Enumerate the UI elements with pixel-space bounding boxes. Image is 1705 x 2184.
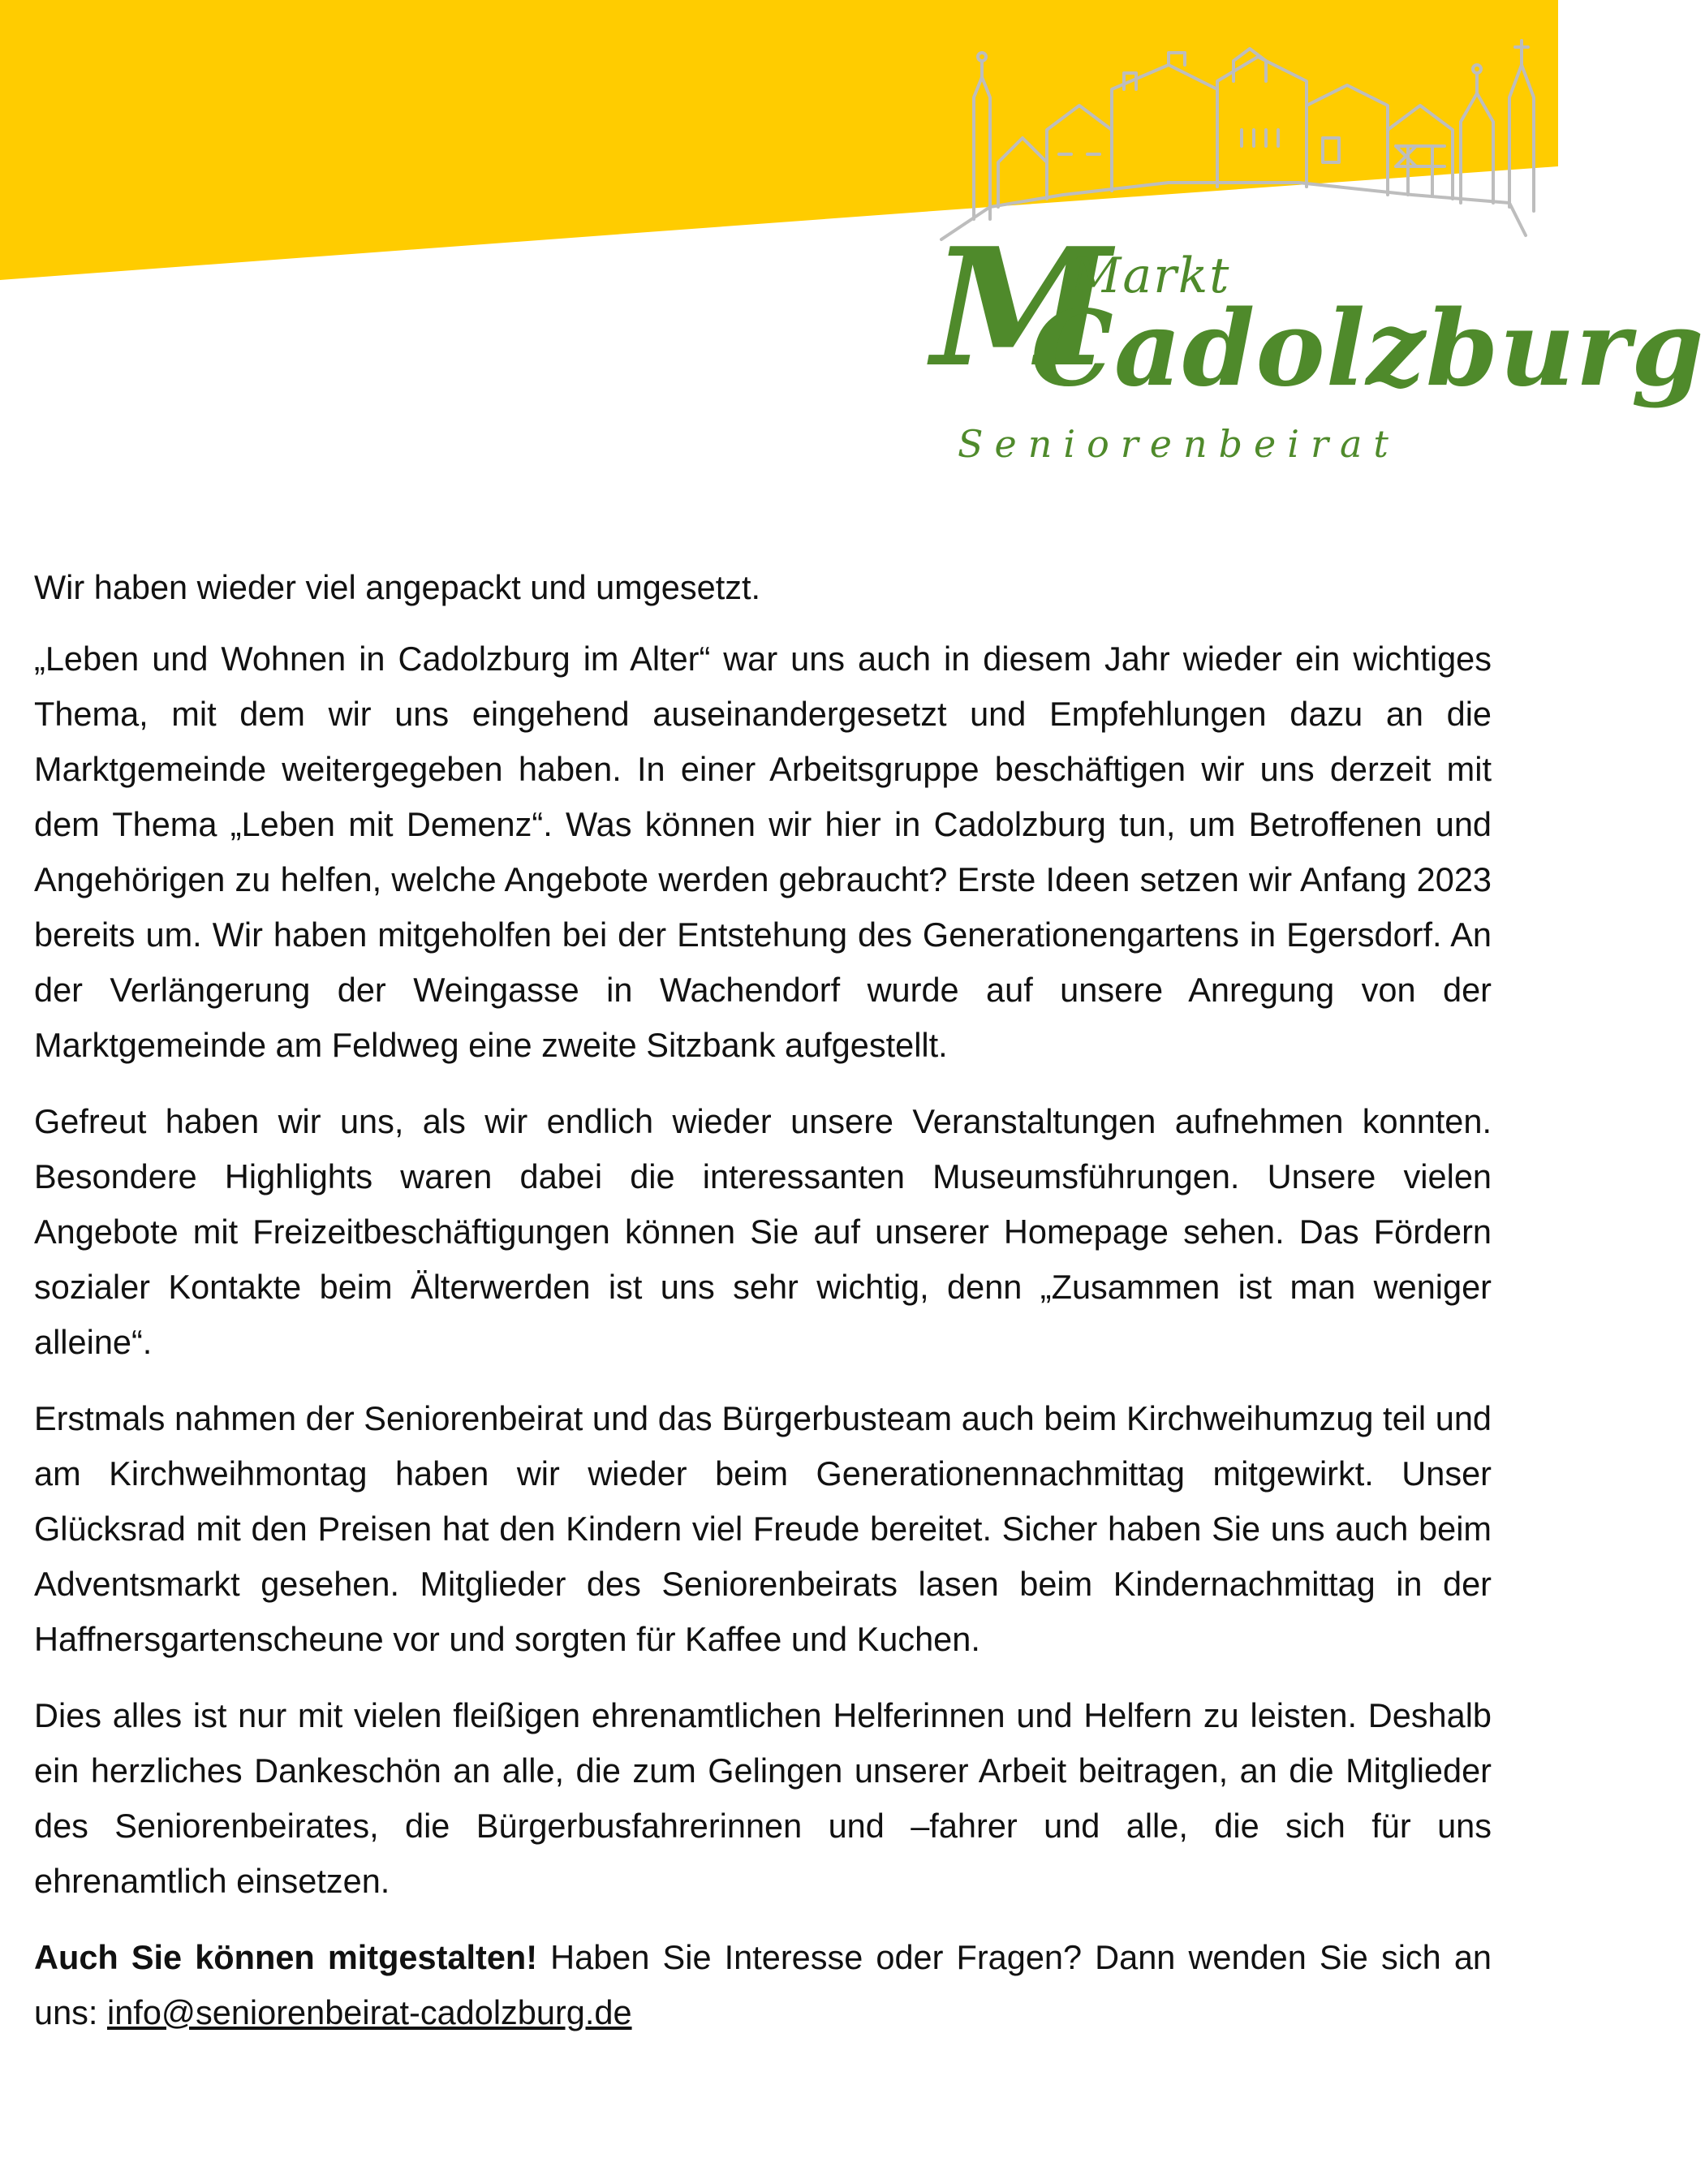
call-to-action-paragraph	[34, 1930, 1492, 2040]
logo-markt-cadolzburg-seniorenbeirat	[925, 32, 1705, 466]
logo-m-letter: M	[932, 213, 1112, 403]
cta-text: Haben Sie Interesse oder Fragen? Dann wenden Sie sich an uns:	[34, 1938, 1492, 2031]
logo-town-text: Cadolzburg	[1031, 288, 1705, 410]
paragraph-events: Gefreut haben wir uns, als wir endlich wieder unsere Veranstaltungen aufnehmen konnten. Besondere Highlights waren dabei die interessanten Museumsführungen. Unsere vielen Angebote mit Freizeitbeschäftigungen können Sie auf unserer Homepage sehen. Das Fördern sozialer Kontakte beim Älterwerden ist uns sehr wichtig, denn „Zusammen ist man weniger alleine“.	[34, 1102, 1492, 1361]
cta-heading: Auch Sie können mitgestalten!	[34, 1938, 538, 1976]
paragraph-thanks: Dies alles ist nur mit vielen fleißigen ehrenamtlichen Helferinnen und Helfern zu leisten. Deshalb ein herzliches Dankeschön an alle, die zum Gelingen unserer Arbeit beitragen, an die Mitglieder des Seniorenbeirates, die Bürgerbusfahrerinnen und –fahrer und alle, die sich für uns ehrenamtlich einsetzen.	[34, 1696, 1492, 1900]
intro-paragraph: Wir haben wieder viel angepackt und umgesetzt.	[34, 568, 761, 606]
letter-body	[34, 560, 1492, 2061]
logo-markt-text: Markt	[1071, 248, 1231, 304]
email-link[interactable]: info@seniorenbeirat-cadolzburg.de	[106, 1993, 632, 2031]
logo-subtitle: Seniorenbeirat	[958, 422, 1400, 466]
paragraph-kirchweih: Erstmals nahmen der Seniorenbeirat und das Bürgerbusteam auch beim Kirchweihumzug teil und am Kirchweihmontag haben wir wieder beim Generationennachmittag mitgewirkt. Unser Glücksrad mit den Preisen hat den Kindern viel Freude bereitet. Sicher haben Sie uns auch beim Adventsmarkt gesehen. Mitglieder des Seniorenbeirats lasen beim Kindernachmittag in der Haffnersgartenscheune vor und sorgten für Kaffee und Kuchen.	[34, 1399, 1492, 1658]
paragraph-living-in-old-age: „Leben und Wohnen in Cadolzburg im Alter“ war uns auch in diesem Jahr wieder ein wichtiges Thema, mit dem wir uns eingehend auseinandergesetzt und Empfehlungen dazu an die Marktgemeinde weitergegeben haben. In einer Arbeitsgruppe beschäftigen wir uns derzeit mit dem Thema „Leben mit Demenz“. Was können wir hier in Cadolzburg tun, um Betroffenen und Angehörigen zu helfen, welche Angebote werden gebraucht? Erste Ideen setzen wir Anfang 2023 bereits um. Wir haben mitgeholfen bei der Entstehung des Generationengartens in Egersdorf. An der Verlängerung der Weingasse in Wachendorf wurde auf unsere Anregung von der Marktgemeinde am Feldweg eine zweite Sitzbank aufgestellt.	[34, 640, 1492, 1064]
